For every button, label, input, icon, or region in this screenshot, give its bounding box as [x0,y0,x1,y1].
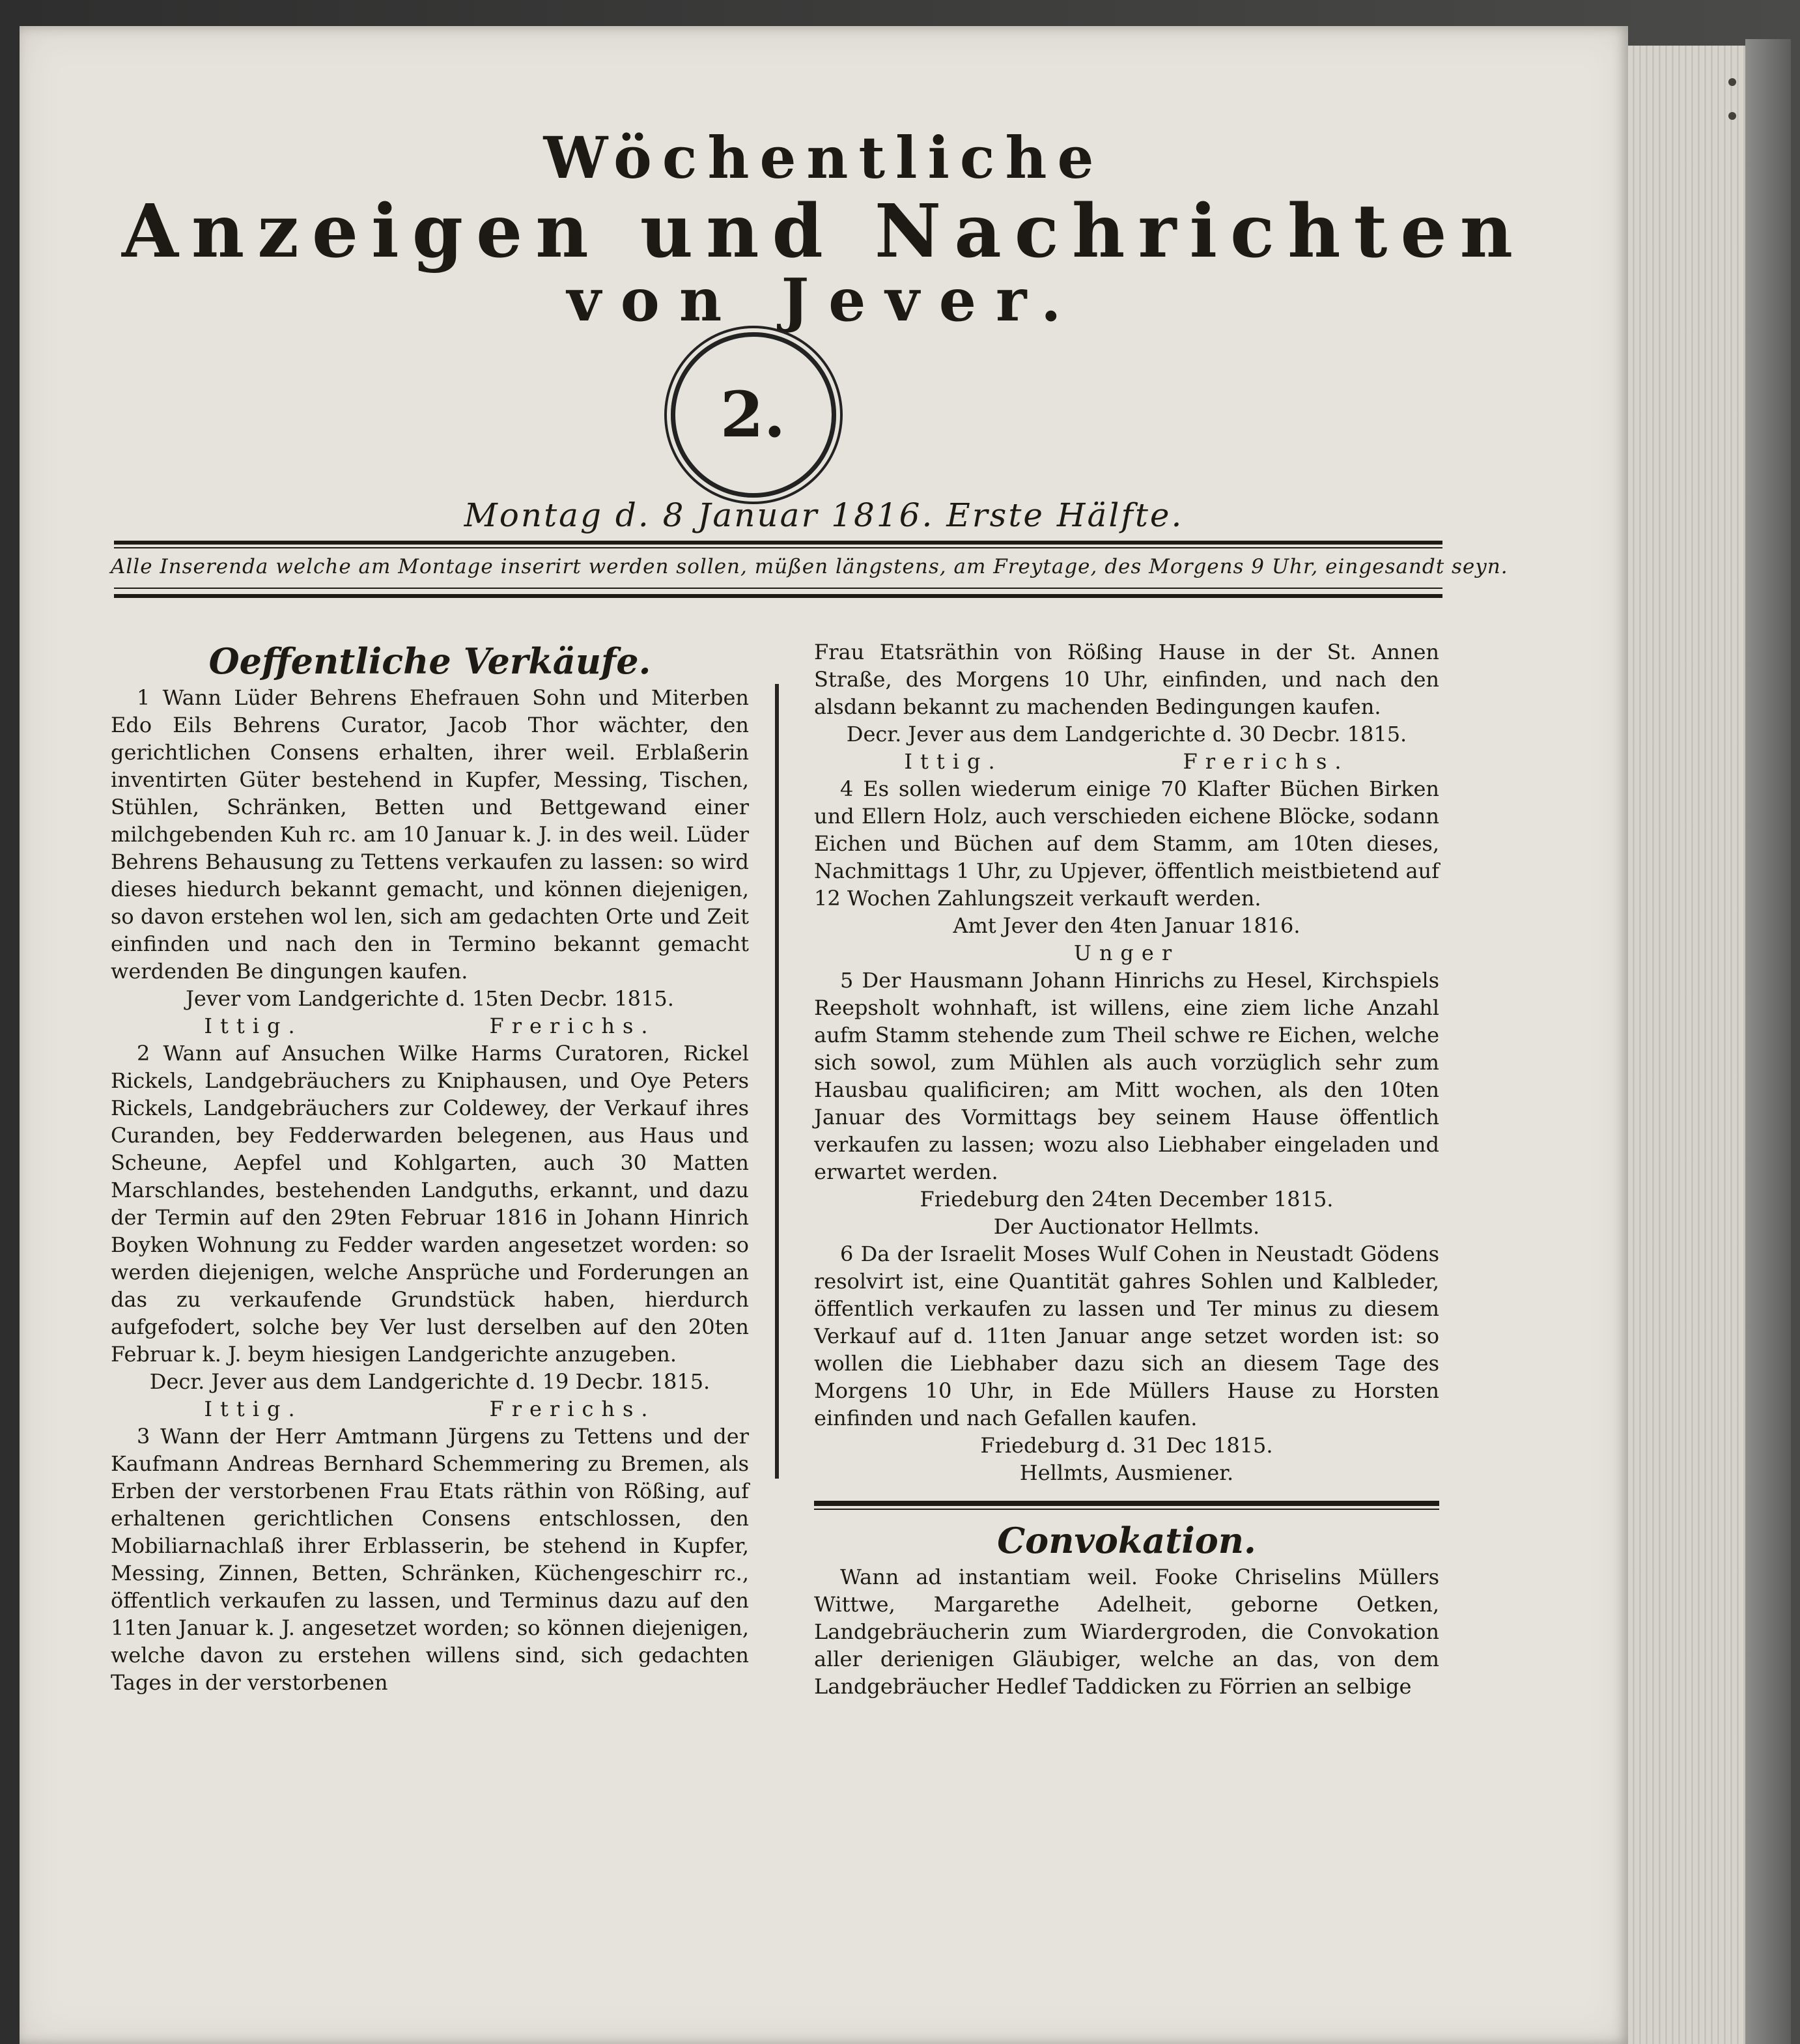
notice-3: 3 Wann der Herr Amtmann Jürgens zu Tettens und der Kaufmann Andreas Bernhard Schemmering zu Bremen, als Erben der verstorbenen Frau Etats räthin von Rößing, auf erhaltenen gerichtlichen Consens entschlossen, den Mobiliarnachlaß ihrer Erblasserin, be stehend in Kupfer, Messing, Zinnen, Betten, Schränken, Küchengeschirr rc., öffentlich verkaufen zu lassen, und Terminus dazu auf den 11ten Januar k. J. angesetzet worden; so können diejenigen, welche davon zu erstehen willens sind, sich gedachten Tages in der verstorbenen [111,1424,749,1695]
notice-5: 5 Der Hausmann Johann Hinrichs zu Hesel, Kirchspiels Reepsholt wohnhaft, ist willens, eine ziem liche Anzahl aufm Stamm stehende zum Theil schwe re Eichen, welche sich sowol, zum Mühlen als auch vorzüglich sehr zum Hausbau qualificiren; am Mitt wochen, als den 10ten Januar des Vormittags bey seinem Hause öffentlich verkaufen zu lassen; wozu also Liebhaber eingeladen und erwartet werden. [814,968,1439,1184]
masthead-line-1: Wöchentliche [543,124,1104,192]
notice-6-place: Friedeburg d. 31 Dec 1815. [980,1433,1273,1458]
signature: Frerichs. [489,1014,656,1038]
notice-5-place: Friedeburg den 24ten December 1815. [920,1187,1334,1212]
column-divider [775,684,779,1479]
notice-3-continued: Frau Etatsräthin von Rößing Hause in der St. Annen Straße, des Morgens 10 Uhr, einfinden, und nach den alsdann bekannt zu machenden Bedingungen kaufen. [814,640,1439,719]
right-column [814,638,1439,1700]
convocation-text: Wann ad instantiam weil. Fooke Chriselins Müllers Wittwe, Margarethe Adelheit, geborne Oetken, Landgebräucherin zum Wiardergroden, die Convokation aller derienigen Gläubiger, welche an das, von dem Landgebräucher Hedlef Taddicken zu Förrien an selbige [814,1565,1439,1699]
dateline: Montag d. 8 Januar 1816. Erste Hälfte. [464,496,1184,534]
notice-5-signature: Der Auctionator Hellmts. [993,1214,1260,1239]
signature: Ittig. [904,749,1003,774]
signature: Ittig. [204,1397,303,1421]
notice-6: 6 Da der Israelit Moses Wulf Cohen in Neustadt Gödens resolvirt ist, eine Quantität gahres Sohlen und Kalbleder, öffentlich verkaufen zu lassen und Ter minus zu diesem Verkauf auf d. 11ten Januar ange setzet worden ist: so wollen die Liebhaber dazu sich an diesem Tage des Morgens 10 Uhr, in Ede Müllers Hause zu Horsten einfinden und nach Gefallen kaufen. [814,1242,1439,1430]
binding-hole [1728,78,1736,86]
notice-3-signatures [814,748,1439,775]
signature: Frerichs. [1183,749,1349,774]
signature: Frerichs. [489,1397,656,1421]
rule [114,541,1442,545]
section-heading-convocation: Convokation. [997,1520,1256,1561]
notice-1: 1 Wann Lüder Behrens Ehefrauen Sohn und Miterben Edo Eils Behrens Curator, Jacob Thor wächter, den gerichtlichen Consens erhalten, ihrer weil. Erblaßerin inventirten Güter bestehend in Kupfer, Messing, Tischen, Stühlen, Schränken, Betten und Bettgewand einer milchgebenden Kuh rc. am 10 Januar k. J. in des weil. Lüder Behrens Behausung zu Tettens verkaufen zu lassen: so wird dieses hiedurch bekannt gemacht, und können diejenigen, so davon erstehen wol len, sich am gedachten Orte und Zeit einfinden und nach den in Termino bekannt gemacht werdenden Be dingungen kaufen. [111,685,749,984]
rule [114,594,1442,598]
notice-4-signature: Unger [1073,941,1180,965]
rule [114,588,1442,589]
book-spine [1745,39,1791,2044]
binding-hole [1728,112,1736,120]
section-heading-sales: Oeffentliche Verkäufe. [208,640,651,682]
notice-4: 4 Es sollen wiederum einige 70 Klafter Büchen Birken und Ellern Holz, auch verschieden eichene Blöcke, sodann Eichen und Büchen auf dem Stamm, am 10ten dieses, Nachmittags 1 Uhr, zu Upjever, öffentlich meistbietend auf 12 Wochen Zahlungszeit verkauft werden. [814,776,1439,911]
rule [114,547,1442,548]
notice-1-place: Jever vom Landgerichte d. 15ten Decbr. 1815. [186,986,674,1011]
notice-4-place: Amt Jever den 4ten Januar 1816. [953,913,1301,938]
notice-6-signature: Hellmts, Ausmiener. [1019,1460,1234,1485]
left-column [111,638,749,1696]
notice-2: 2 Wann auf Ansuchen Wilke Harms Curatoren, Rickel Rickels, Landgebräuchers zu Kniphausen, und Oye Peters Rickels, Landgebräuchers zur Coldewey, der Verkauf ihres Curanden, bey Fedderwarden belegenen, aus Haus und Scheune, Aepfel und Kohlgarten, auch 30 Matten Marschlandes, bestehenden Landguths, erkannt, und dazu der Termin auf den 29ten Februar 1816 in Johann Hinrich Boyken Wohnung zu Fedder warden angesetzet worden: so werden diejenigen, welche Ansprüche und Forderungen an das zu verkaufende Grundstück haben, hierdurch aufgefodert, solche bey Ver lust derselben auf den 20ten Februar k. J. beym hiesigen Landgerichte anzugeben. [111,1041,749,1367]
issue-number: 2. [720,378,786,451]
newspaper-page [20,26,1628,2044]
notice-3-place: Decr. Jever aus dem Landgerichte d. 30 Decbr. 1815. [846,722,1407,746]
masthead-line-2: Anzeigen und Nachrichten [121,189,1526,274]
masthead-line-3: von Jever. [567,266,1081,335]
submission-notice: Alle Inserenda welche am Montage inserirt werden sollen, müßen längstens, am Freytage, des Morgens 9 Uhr, eingesandt seyn. [111,555,1508,578]
section-rule [814,1501,1439,1506]
notice-1-signatures [111,1012,749,1040]
notice-2-place: Decr. Jever aus dem Landgerichte d. 19 Decbr. 1815. [149,1369,710,1394]
notice-2-signatures [111,1395,749,1423]
signature: Ittig. [204,1014,303,1038]
page-stack-edge [1628,46,1745,2044]
